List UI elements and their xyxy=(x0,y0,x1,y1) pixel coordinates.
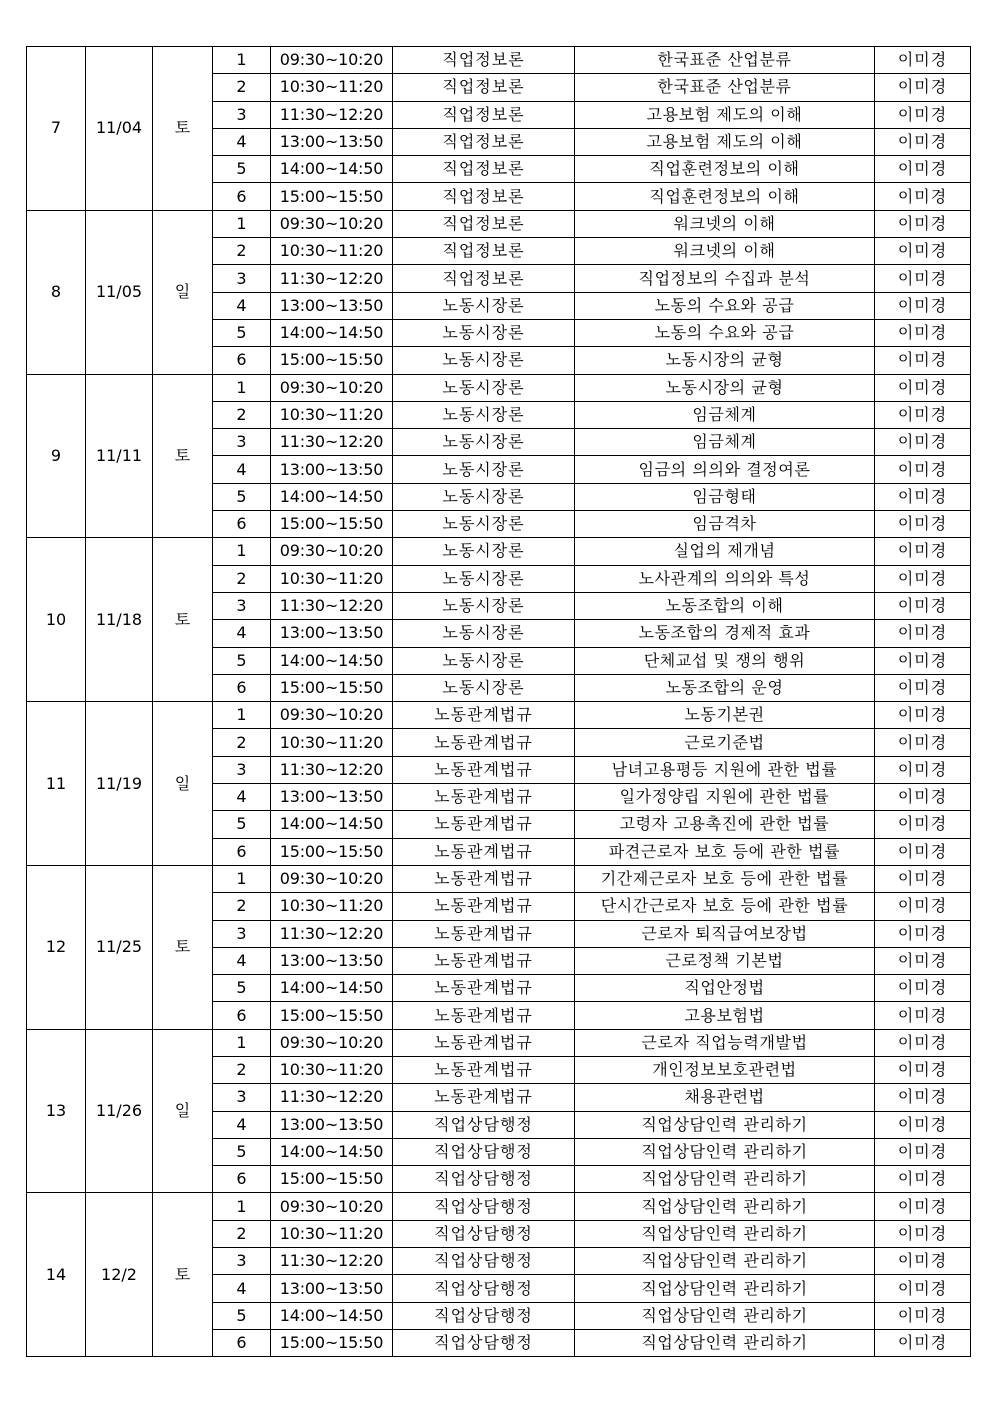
period-cell: 5 xyxy=(213,975,271,1002)
teacher-cell: 이미경 xyxy=(875,511,971,538)
session-day-cell: 일 xyxy=(153,702,213,866)
topic-cell: 직업훈련정보의 이해 xyxy=(575,183,875,210)
teacher-cell: 이미경 xyxy=(875,347,971,374)
time-cell: 09:30~10:20 xyxy=(271,538,393,565)
topic-cell: 노동조합의 이해 xyxy=(575,592,875,619)
teacher-cell: 이미경 xyxy=(875,128,971,155)
period-cell: 5 xyxy=(213,156,271,183)
time-cell: 11:30~12:20 xyxy=(271,429,393,456)
subject-cell: 직업상담행정 xyxy=(393,1248,575,1275)
period-cell: 3 xyxy=(213,756,271,783)
subject-cell: 직업정보론 xyxy=(393,74,575,101)
session-date-cell: 11/04 xyxy=(86,47,153,211)
topic-cell: 임금격차 xyxy=(575,511,875,538)
topic-cell: 한국표준 산업분류 xyxy=(575,47,875,74)
period-cell: 5 xyxy=(213,1138,271,1165)
time-cell: 11:30~12:20 xyxy=(271,592,393,619)
period-cell: 1 xyxy=(213,1193,271,1220)
time-cell: 09:30~10:20 xyxy=(271,1193,393,1220)
teacher-cell: 이미경 xyxy=(875,975,971,1002)
period-cell: 1 xyxy=(213,47,271,74)
time-cell: 10:30~11:20 xyxy=(271,1056,393,1083)
topic-cell: 고용보험 제도의 이해 xyxy=(575,101,875,128)
subject-cell: 노동시장론 xyxy=(393,511,575,538)
time-cell: 15:00~15:50 xyxy=(271,511,393,538)
time-cell: 10:30~11:20 xyxy=(271,1220,393,1247)
subject-cell: 노동관계법규 xyxy=(393,1084,575,1111)
subject-cell: 직업상담행정 xyxy=(393,1193,575,1220)
teacher-cell: 이미경 xyxy=(875,647,971,674)
time-cell: 09:30~10:20 xyxy=(271,47,393,74)
time-cell: 15:00~15:50 xyxy=(271,1002,393,1029)
subject-cell: 노동시장론 xyxy=(393,538,575,565)
topic-cell: 한국표준 산업분류 xyxy=(575,74,875,101)
teacher-cell: 이미경 xyxy=(875,1166,971,1193)
teacher-cell: 이미경 xyxy=(875,1220,971,1247)
time-cell: 14:00~14:50 xyxy=(271,156,393,183)
topic-cell: 노동기본권 xyxy=(575,702,875,729)
teacher-cell: 이미경 xyxy=(875,1084,971,1111)
teacher-cell: 이미경 xyxy=(875,620,971,647)
subject-cell: 직업정보론 xyxy=(393,156,575,183)
teacher-cell: 이미경 xyxy=(875,1138,971,1165)
period-cell: 1 xyxy=(213,702,271,729)
time-cell: 15:00~15:50 xyxy=(271,1329,393,1356)
teacher-cell: 이미경 xyxy=(875,1329,971,1356)
time-cell: 15:00~15:50 xyxy=(271,838,393,865)
period-cell: 6 xyxy=(213,674,271,701)
teacher-cell: 이미경 xyxy=(875,265,971,292)
period-cell: 6 xyxy=(213,1002,271,1029)
session-number-cell: 12 xyxy=(27,865,86,1029)
period-cell: 5 xyxy=(213,483,271,510)
topic-cell: 직업상담인력 관리하기 xyxy=(575,1193,875,1220)
subject-cell: 노동관계법규 xyxy=(393,756,575,783)
period-cell: 4 xyxy=(213,1111,271,1138)
table-row xyxy=(27,702,971,729)
session-number-cell: 10 xyxy=(27,538,86,702)
period-cell: 4 xyxy=(213,620,271,647)
period-cell: 3 xyxy=(213,1084,271,1111)
topic-cell: 노동의 수요와 공급 xyxy=(575,319,875,346)
time-cell: 13:00~13:50 xyxy=(271,292,393,319)
subject-cell: 노동관계법규 xyxy=(393,893,575,920)
time-cell: 11:30~12:20 xyxy=(271,265,393,292)
session-date-cell: 11/25 xyxy=(86,865,153,1029)
time-cell: 10:30~11:20 xyxy=(271,565,393,592)
teacher-cell: 이미경 xyxy=(875,101,971,128)
topic-cell: 직업상담인력 관리하기 xyxy=(575,1166,875,1193)
teacher-cell: 이미경 xyxy=(875,1029,971,1056)
subject-cell: 노동관계법규 xyxy=(393,920,575,947)
subject-cell: 노동시장론 xyxy=(393,592,575,619)
teacher-cell: 이미경 xyxy=(875,1302,971,1329)
teacher-cell: 이미경 xyxy=(875,592,971,619)
topic-cell: 워크넷의 이해 xyxy=(575,210,875,237)
topic-cell: 직업상담인력 관리하기 xyxy=(575,1302,875,1329)
time-cell: 15:00~15:50 xyxy=(271,674,393,701)
session-number-cell: 11 xyxy=(27,702,86,866)
period-cell: 4 xyxy=(213,456,271,483)
subject-cell: 노동시장론 xyxy=(393,674,575,701)
topic-cell: 직업상담인력 관리하기 xyxy=(575,1138,875,1165)
topic-cell: 파견근로자 보호 등에 관한 법률 xyxy=(575,838,875,865)
teacher-cell: 이미경 xyxy=(875,47,971,74)
period-cell: 4 xyxy=(213,947,271,974)
topic-cell: 남녀고용평등 지원에 관한 법률 xyxy=(575,756,875,783)
topic-cell: 일가정양립 지원에 관한 법률 xyxy=(575,784,875,811)
subject-cell: 직업상담행정 xyxy=(393,1220,575,1247)
teacher-cell: 이미경 xyxy=(875,210,971,237)
period-cell: 6 xyxy=(213,1166,271,1193)
teacher-cell: 이미경 xyxy=(875,1275,971,1302)
teacher-cell: 이미경 xyxy=(875,893,971,920)
time-cell: 14:00~14:50 xyxy=(271,975,393,1002)
period-cell: 3 xyxy=(213,429,271,456)
topic-cell: 임금형태 xyxy=(575,483,875,510)
period-cell: 5 xyxy=(213,319,271,346)
time-cell: 13:00~13:50 xyxy=(271,784,393,811)
teacher-cell: 이미경 xyxy=(875,947,971,974)
period-cell: 4 xyxy=(213,784,271,811)
time-cell: 10:30~11:20 xyxy=(271,74,393,101)
subject-cell: 직업정보론 xyxy=(393,183,575,210)
session-date-cell: 11/05 xyxy=(86,210,153,374)
teacher-cell: 이미경 xyxy=(875,319,971,346)
teacher-cell: 이미경 xyxy=(875,1248,971,1275)
subject-cell: 노동관계법규 xyxy=(393,702,575,729)
time-cell: 13:00~13:50 xyxy=(271,1275,393,1302)
time-cell: 11:30~12:20 xyxy=(271,1084,393,1111)
topic-cell: 임금의 의의와 결정여론 xyxy=(575,456,875,483)
time-cell: 11:30~12:20 xyxy=(271,920,393,947)
period-cell: 3 xyxy=(213,920,271,947)
time-cell: 15:00~15:50 xyxy=(271,347,393,374)
teacher-cell: 이미경 xyxy=(875,811,971,838)
session-day-cell: 토 xyxy=(153,1193,213,1357)
subject-cell: 노동관계법규 xyxy=(393,729,575,756)
time-cell: 11:30~12:20 xyxy=(271,756,393,783)
subject-cell: 노동시장론 xyxy=(393,401,575,428)
subject-cell: 노동시장론 xyxy=(393,292,575,319)
teacher-cell: 이미경 xyxy=(875,401,971,428)
period-cell: 3 xyxy=(213,592,271,619)
subject-cell: 직업상담행정 xyxy=(393,1138,575,1165)
topic-cell: 개인정보보호관련법 xyxy=(575,1056,875,1083)
subject-cell: 직업상담행정 xyxy=(393,1329,575,1356)
time-cell: 09:30~10:20 xyxy=(271,702,393,729)
session-date-cell: 11/18 xyxy=(86,538,153,702)
topic-cell: 노동조합의 경제적 효과 xyxy=(575,620,875,647)
teacher-cell: 이미경 xyxy=(875,483,971,510)
subject-cell: 노동관계법규 xyxy=(393,975,575,1002)
period-cell: 2 xyxy=(213,893,271,920)
topic-cell: 고령자 고용촉진에 관한 법률 xyxy=(575,811,875,838)
session-number-cell: 14 xyxy=(27,1193,86,1357)
teacher-cell: 이미경 xyxy=(875,74,971,101)
table-row xyxy=(27,1193,971,1220)
table-row xyxy=(27,865,971,892)
teacher-cell: 이미경 xyxy=(875,1193,971,1220)
period-cell: 2 xyxy=(213,565,271,592)
time-cell: 13:00~13:50 xyxy=(271,456,393,483)
topic-cell: 직업상담인력 관리하기 xyxy=(575,1248,875,1275)
topic-cell: 노동의 수요와 공급 xyxy=(575,292,875,319)
topic-cell: 임금체계 xyxy=(575,429,875,456)
session-day-cell: 토 xyxy=(153,538,213,702)
teacher-cell: 이미경 xyxy=(875,1056,971,1083)
subject-cell: 노동관계법규 xyxy=(393,947,575,974)
subject-cell: 직업상담행정 xyxy=(393,1302,575,1329)
topic-cell: 직업상담인력 관리하기 xyxy=(575,1220,875,1247)
subject-cell: 노동관계법규 xyxy=(393,865,575,892)
teacher-cell: 이미경 xyxy=(875,1002,971,1029)
subject-cell: 노동시장론 xyxy=(393,456,575,483)
topic-cell: 근로정책 기본법 xyxy=(575,947,875,974)
period-cell: 6 xyxy=(213,183,271,210)
subject-cell: 직업정보론 xyxy=(393,101,575,128)
period-cell: 6 xyxy=(213,838,271,865)
session-day-cell: 일 xyxy=(153,210,213,374)
topic-cell: 직업상담인력 관리하기 xyxy=(575,1275,875,1302)
session-day-cell: 토 xyxy=(153,865,213,1029)
period-cell: 6 xyxy=(213,1329,271,1356)
topic-cell: 워크넷의 이해 xyxy=(575,238,875,265)
time-cell: 10:30~11:20 xyxy=(271,893,393,920)
period-cell: 3 xyxy=(213,101,271,128)
schedule-table xyxy=(26,46,971,1357)
subject-cell: 직업정보론 xyxy=(393,210,575,237)
time-cell: 13:00~13:50 xyxy=(271,1111,393,1138)
teacher-cell: 이미경 xyxy=(875,292,971,319)
teacher-cell: 이미경 xyxy=(875,538,971,565)
subject-cell: 노동시장론 xyxy=(393,429,575,456)
schedule-body xyxy=(27,47,971,1357)
period-cell: 2 xyxy=(213,401,271,428)
topic-cell: 임금체계 xyxy=(575,401,875,428)
period-cell: 3 xyxy=(213,1248,271,1275)
session-number-cell: 8 xyxy=(27,210,86,374)
topic-cell: 단시간근로자 보호 등에 관한 법률 xyxy=(575,893,875,920)
subject-cell: 노동시장론 xyxy=(393,483,575,510)
table-row xyxy=(27,538,971,565)
topic-cell: 노사관계의 의의와 특성 xyxy=(575,565,875,592)
time-cell: 14:00~14:50 xyxy=(271,1138,393,1165)
teacher-cell: 이미경 xyxy=(875,156,971,183)
time-cell: 13:00~13:50 xyxy=(271,947,393,974)
period-cell: 2 xyxy=(213,74,271,101)
period-cell: 1 xyxy=(213,538,271,565)
topic-cell: 실업의 제개념 xyxy=(575,538,875,565)
time-cell: 09:30~10:20 xyxy=(271,865,393,892)
subject-cell: 노동시장론 xyxy=(393,319,575,346)
subject-cell: 노동시장론 xyxy=(393,565,575,592)
subject-cell: 노동관계법규 xyxy=(393,784,575,811)
session-date-cell: 11/26 xyxy=(86,1029,153,1193)
teacher-cell: 이미경 xyxy=(875,429,971,456)
session-date-cell: 11/11 xyxy=(86,374,153,538)
session-day-cell: 토 xyxy=(153,47,213,211)
time-cell: 13:00~13:50 xyxy=(271,128,393,155)
teacher-cell: 이미경 xyxy=(875,756,971,783)
time-cell: 15:00~15:50 xyxy=(271,183,393,210)
teacher-cell: 이미경 xyxy=(875,183,971,210)
period-cell: 1 xyxy=(213,210,271,237)
time-cell: 14:00~14:50 xyxy=(271,1302,393,1329)
period-cell: 3 xyxy=(213,265,271,292)
teacher-cell: 이미경 xyxy=(875,838,971,865)
time-cell: 15:00~15:50 xyxy=(271,1166,393,1193)
teacher-cell: 이미경 xyxy=(875,920,971,947)
period-cell: 5 xyxy=(213,811,271,838)
topic-cell: 근로자 직업능력개발법 xyxy=(575,1029,875,1056)
topic-cell: 기간제근로자 보호 등에 관한 법률 xyxy=(575,865,875,892)
topic-cell: 직업훈련정보의 이해 xyxy=(575,156,875,183)
period-cell: 6 xyxy=(213,347,271,374)
session-day-cell: 일 xyxy=(153,1029,213,1193)
time-cell: 10:30~11:20 xyxy=(271,238,393,265)
session-date-cell: 11/19 xyxy=(86,702,153,866)
session-day-cell: 토 xyxy=(153,374,213,538)
teacher-cell: 이미경 xyxy=(875,238,971,265)
topic-cell: 직업정보의 수집과 분석 xyxy=(575,265,875,292)
topic-cell: 채용관련법 xyxy=(575,1084,875,1111)
time-cell: 11:30~12:20 xyxy=(271,1248,393,1275)
topic-cell: 직업상담인력 관리하기 xyxy=(575,1329,875,1356)
session-number-cell: 13 xyxy=(27,1029,86,1193)
subject-cell: 노동시장론 xyxy=(393,347,575,374)
subject-cell: 직업상담행정 xyxy=(393,1275,575,1302)
subject-cell: 노동관계법규 xyxy=(393,1002,575,1029)
table-row xyxy=(27,210,971,237)
teacher-cell: 이미경 xyxy=(875,456,971,483)
period-cell: 4 xyxy=(213,292,271,319)
topic-cell: 단체교섭 및 쟁의 행위 xyxy=(575,647,875,674)
subject-cell: 노동관계법규 xyxy=(393,811,575,838)
table-row xyxy=(27,1029,971,1056)
period-cell: 4 xyxy=(213,128,271,155)
subject-cell: 노동관계법규 xyxy=(393,1056,575,1083)
topic-cell: 노동시장의 균형 xyxy=(575,347,875,374)
session-number-cell: 9 xyxy=(27,374,86,538)
period-cell: 1 xyxy=(213,865,271,892)
table-row xyxy=(27,47,971,74)
period-cell: 2 xyxy=(213,729,271,756)
subject-cell: 직업상담행정 xyxy=(393,1166,575,1193)
period-cell: 2 xyxy=(213,1220,271,1247)
subject-cell: 노동시장론 xyxy=(393,374,575,401)
period-cell: 2 xyxy=(213,238,271,265)
topic-cell: 직업상담인력 관리하기 xyxy=(575,1111,875,1138)
topic-cell: 직업안정법 xyxy=(575,975,875,1002)
topic-cell: 근로자 퇴직급여보장법 xyxy=(575,920,875,947)
subject-cell: 노동시장론 xyxy=(393,647,575,674)
subject-cell: 직업정보론 xyxy=(393,128,575,155)
period-cell: 2 xyxy=(213,1056,271,1083)
teacher-cell: 이미경 xyxy=(875,702,971,729)
time-cell: 13:00~13:50 xyxy=(271,620,393,647)
subject-cell: 직업정보론 xyxy=(393,265,575,292)
topic-cell: 고용보험 제도의 이해 xyxy=(575,128,875,155)
period-cell: 1 xyxy=(213,1029,271,1056)
table-row xyxy=(27,374,971,401)
session-number-cell: 7 xyxy=(27,47,86,211)
subject-cell: 직업정보론 xyxy=(393,47,575,74)
period-cell: 5 xyxy=(213,647,271,674)
time-cell: 09:30~10:20 xyxy=(271,1029,393,1056)
teacher-cell: 이미경 xyxy=(875,1111,971,1138)
time-cell: 14:00~14:50 xyxy=(271,811,393,838)
subject-cell: 노동관계법규 xyxy=(393,1029,575,1056)
time-cell: 14:00~14:50 xyxy=(271,647,393,674)
period-cell: 4 xyxy=(213,1275,271,1302)
time-cell: 09:30~10:20 xyxy=(271,374,393,401)
time-cell: 14:00~14:50 xyxy=(271,319,393,346)
topic-cell: 고용보험법 xyxy=(575,1002,875,1029)
time-cell: 09:30~10:20 xyxy=(271,210,393,237)
subject-cell: 직업정보론 xyxy=(393,238,575,265)
topic-cell: 노동조합의 운영 xyxy=(575,674,875,701)
time-cell: 10:30~11:20 xyxy=(271,401,393,428)
teacher-cell: 이미경 xyxy=(875,565,971,592)
period-cell: 6 xyxy=(213,511,271,538)
teacher-cell: 이미경 xyxy=(875,784,971,811)
teacher-cell: 이미경 xyxy=(875,865,971,892)
teacher-cell: 이미경 xyxy=(875,374,971,401)
subject-cell: 노동시장론 xyxy=(393,620,575,647)
period-cell: 1 xyxy=(213,374,271,401)
teacher-cell: 이미경 xyxy=(875,674,971,701)
time-cell: 10:30~11:20 xyxy=(271,729,393,756)
teacher-cell: 이미경 xyxy=(875,729,971,756)
time-cell: 14:00~14:50 xyxy=(271,483,393,510)
period-cell: 5 xyxy=(213,1302,271,1329)
session-date-cell: 12/2 xyxy=(86,1193,153,1357)
topic-cell: 근로기준법 xyxy=(575,729,875,756)
topic-cell: 노동시장의 균형 xyxy=(575,374,875,401)
subject-cell: 직업상담행정 xyxy=(393,1111,575,1138)
time-cell: 11:30~12:20 xyxy=(271,101,393,128)
subject-cell: 노동관계법규 xyxy=(393,838,575,865)
